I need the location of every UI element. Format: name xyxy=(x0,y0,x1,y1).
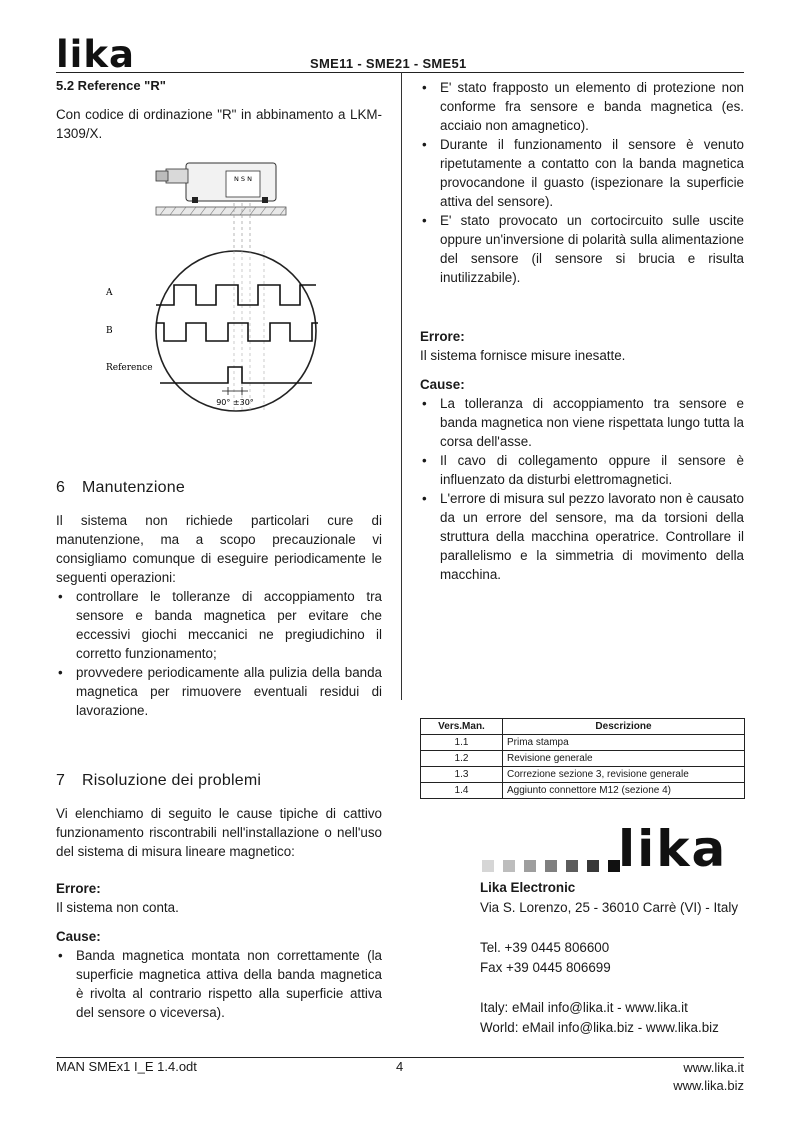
list-item: • L'errore di misura sul pezzo lavorato non è causato da un errore del sensore, ma da torsioni della struttura della macchina operatrice. Controllare il parallelismo e la simmetria di movimento della macchina. xyxy=(420,489,744,584)
table-header-row xyxy=(421,719,745,735)
cell-description: Revisione generale xyxy=(503,751,745,767)
section-6-title xyxy=(56,479,382,497)
error-2-text: Il sistema fornisce misure inesatte. xyxy=(420,348,626,363)
logo-squares xyxy=(482,860,620,872)
cell-version: 1.4 xyxy=(421,783,503,799)
list-item: • Durante il funzionamento il sensore è venuto ripetutamente a contatto con la banda magnetica provocandone il guasto (ispezionare la superficie attiva del sensore). xyxy=(420,135,744,211)
error-text: Il sistema non conta. xyxy=(56,900,179,915)
logo-square xyxy=(503,860,515,872)
header-rule xyxy=(56,72,744,73)
list-item: • E' stato frapposto un elemento di protezione non conforme fra sensore e banda magnetica (es. acciaio non amagnetico). xyxy=(420,78,744,135)
cell-version: 1.3 xyxy=(421,767,503,783)
logo-square xyxy=(545,860,557,872)
reference-signal-diagram xyxy=(56,159,382,449)
error-2-label: Errore: xyxy=(420,329,465,344)
page-number: 4 xyxy=(396,1059,404,1074)
company-address: Via S. Lorenzo, 25 - 36010 Carrè (VI) - Italy xyxy=(480,900,739,915)
table-row xyxy=(421,767,745,783)
section-7-heading: Risoluzione dei problemi xyxy=(82,772,262,789)
logo-square xyxy=(587,860,599,872)
right-column xyxy=(420,78,744,584)
column-separator xyxy=(401,72,402,700)
section-5-2-text: Con codice di ordinazione "R" in abbinamento a LKM-1309/X. xyxy=(56,107,382,141)
list-item: • provvedere periodicamente alla pulizia della banda magnetica per rimuovere eventuali residui di lavorazione. xyxy=(56,663,382,720)
section-6-intro: Il sistema non richiede particolari cure di manutenzione, ma a scopo precauzionale vi consigliamo comunque di eseguire periodicamente le seguenti operazioni: xyxy=(56,513,382,585)
header-description: Descrizione xyxy=(503,719,745,735)
company-tel: Tel. +39 0445 806600 xyxy=(480,940,610,955)
left-column xyxy=(56,78,382,1022)
cell-description: Prima stampa xyxy=(503,735,745,751)
lika-logo-large: lika xyxy=(618,820,728,878)
cell-description: Aggiunto connettore M12 (sezione 4) xyxy=(503,783,745,799)
cause-2-label: Cause: xyxy=(420,377,465,392)
logo-square xyxy=(482,860,494,872)
cell-description: Correzione sezione 3, revisione generale xyxy=(503,767,745,783)
section-7-number: 7 xyxy=(56,772,66,789)
magnet-poles-label: N S N xyxy=(234,175,252,183)
cause-label: Cause: xyxy=(56,929,101,944)
list-item: • Banda magnetica montata non correttamente (la superficie magnetica attiva della banda magnetica è rivolta al contrario rispetto alla superficie attiva del sensore o viceversa). xyxy=(56,946,382,1022)
table-row xyxy=(421,783,745,799)
error-label: Errore: xyxy=(56,881,101,896)
footer-website-biz: www.lika.biz xyxy=(673,1078,744,1093)
cell-version: 1.2 xyxy=(421,751,503,767)
section-6-number: 6 xyxy=(56,479,66,496)
list-item: • La tolleranza di accoppiamento tra sensore e banda magnetica non viene rispettata lungo tutta la corsa dell'asse. xyxy=(420,394,744,451)
cause-2-list xyxy=(420,394,744,584)
channel-reference-label: Reference xyxy=(106,363,153,373)
table-row xyxy=(421,751,745,767)
reference-signal-figure xyxy=(56,159,382,449)
maintenance-list xyxy=(56,587,382,720)
phase-label: 90° ±30° xyxy=(216,398,254,407)
cell-version: 1.1 xyxy=(421,735,503,751)
section-5-2-title: 5.2 Reference "R" xyxy=(56,78,166,93)
header-version: Vers.Man. xyxy=(421,719,503,735)
cause-list xyxy=(56,946,382,1022)
footer-websites xyxy=(673,1059,744,1095)
revision-table xyxy=(420,718,745,799)
company-contact-world: World: eMail info@lika.biz - www.lika.biz xyxy=(480,1020,719,1035)
list-item: • E' stato provocato un cortocircuito sulle uscite oppure un'inversione di polarità sulla alimentazione del sensore (il sensore si brucia e risulta inutilizzabile). xyxy=(420,211,744,287)
cause-list-continued xyxy=(420,78,744,287)
footer-website-it: www.lika.it xyxy=(683,1060,744,1075)
footer-file-name: MAN SMEx1 I_E 1.4.odt xyxy=(56,1059,197,1074)
section-7-title xyxy=(56,772,382,790)
list-item: • controllare le tolleranze di accoppiamento tra sensore e banda magnetica per evitare che eccessivi giochi meccanici ne pregiudichino il corretto funzionamento; xyxy=(56,587,382,663)
company-name: Lika Electronic xyxy=(480,880,576,895)
section-6-heading: Manutenzione xyxy=(82,479,185,496)
company-contact-italy: Italy: eMail info@lika.it - www.lika.it xyxy=(480,1000,688,1015)
channel-a-label: A xyxy=(106,288,113,298)
logo-square xyxy=(566,860,578,872)
document-title: SME11 - SME21 - SME51 xyxy=(310,56,467,71)
company-fax: Fax +39 0445 806699 xyxy=(480,960,611,975)
company-info xyxy=(480,878,738,1038)
section-7-intro: Vi elenchiamo di seguito le cause tipiche di cattivo funzionamento riscontrabili nell'installazione o nell'uso del sistema di misura lineare magnetico: xyxy=(56,806,382,859)
table-row xyxy=(421,735,745,751)
channel-b-label: B xyxy=(106,326,113,336)
footer-rule xyxy=(56,1057,744,1058)
logo-square xyxy=(524,860,536,872)
lika-logo: lika xyxy=(56,33,135,76)
list-item: • Il cavo di collegamento oppure il sensore è influenzato da disturbi elettromagnetici. xyxy=(420,451,744,489)
